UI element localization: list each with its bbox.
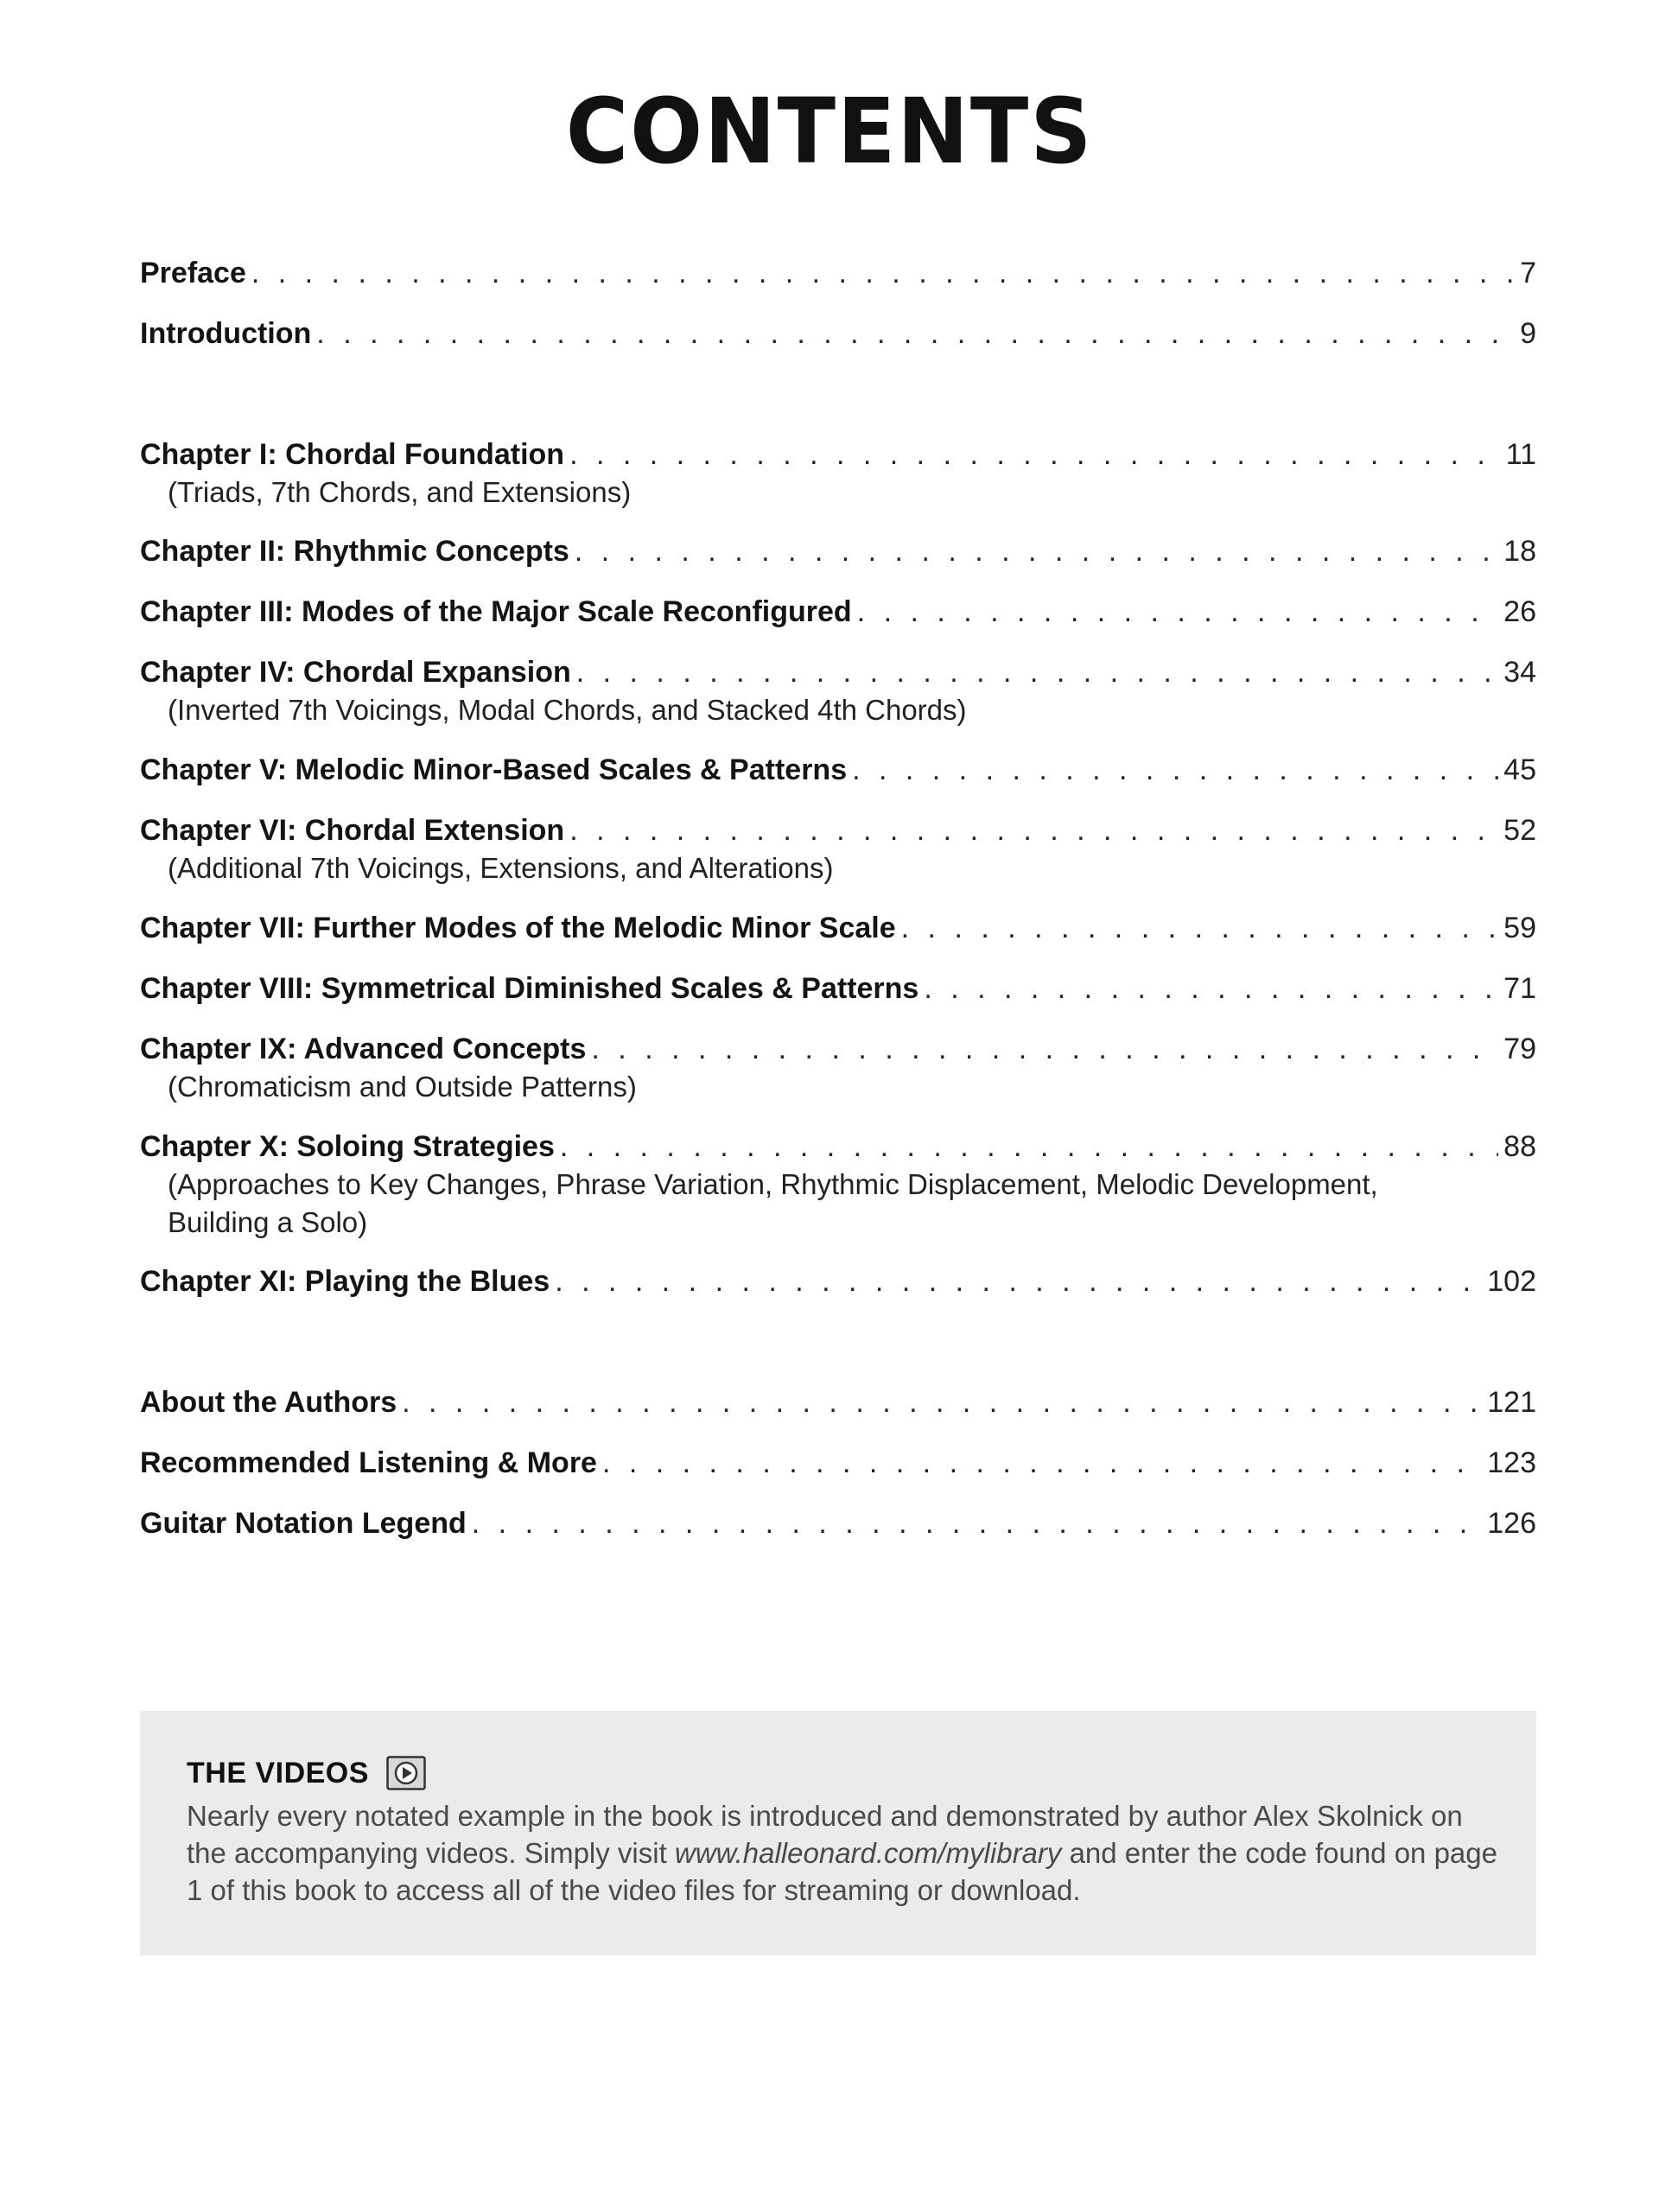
toc-entry-chapter-6[interactable] — [140, 811, 1536, 887]
toc-entry-title: Preface — [140, 257, 246, 289]
toc-entry-notation-legend[interactable] — [140, 1504, 1536, 1542]
toc-entry-page: 126 — [1487, 1507, 1536, 1540]
toc-entry-title: Chapter VIII: Symmetrical Diminished Scales & Patterns — [140, 972, 919, 1005]
videos-info-box — [140, 1711, 1536, 1955]
toc-entry-page: 71 — [1503, 972, 1536, 1005]
dot-leader — [575, 532, 1498, 570]
dot-leader — [472, 1504, 1482, 1542]
videos-heading-label: THE VIDEOS — [187, 1756, 369, 1789]
toc-entry-title: Chapter IV: Chordal Expansion — [140, 656, 571, 689]
toc-entry-chapter-11[interactable] — [140, 1262, 1536, 1300]
dot-leader — [402, 1383, 1482, 1421]
videos-description — [187, 1797, 1500, 1909]
toc-entry-recommended-listening[interactable] — [140, 1444, 1536, 1482]
toc-entry-chapter-2[interactable] — [140, 532, 1536, 570]
videos-text-before: Nearly every notated example in the book is introduced and demonstrated by author Alex Skolnick on the accompanying videos. Simply visit — [187, 1800, 1463, 1869]
dot-leader — [602, 1444, 1482, 1482]
dot-leader — [251, 254, 1515, 292]
dot-leader — [560, 1128, 1498, 1166]
toc-entry-title: Guitar Notation Legend — [140, 1507, 467, 1540]
toc-entry-title: Chapter IX: Advanced Concepts — [140, 1033, 587, 1065]
toc-entry-page: 52 — [1503, 814, 1536, 847]
dot-leader — [569, 435, 1501, 474]
toc-entry-chapter-9[interactable] — [140, 1030, 1536, 1106]
dot-leader — [924, 969, 1498, 1007]
toc-entry-subtitle: (Inverted 7th Voicings, Modal Chords, and Stacked 4th Chords) — [168, 694, 967, 726]
toc-entry-subtitle: (Chromaticism and Outside Patterns) — [168, 1071, 637, 1103]
toc-entry-page: 88 — [1503, 1130, 1536, 1163]
toc-entry-subtitle: (Approaches to Key Changes, Phrase Variation, Rhythmic Displacement, Melodic Development, — [168, 1168, 1378, 1200]
toc-entry-subtitle: Building a Solo) — [168, 1206, 368, 1238]
toc-entry-title: Chapter X: Soloing Strategies — [140, 1130, 555, 1163]
dot-leader — [901, 909, 1499, 947]
toc-entry-chapter-10[interactable] — [140, 1128, 1536, 1242]
dot-leader — [852, 751, 1498, 789]
toc-entry-page: 59 — [1503, 912, 1536, 944]
toc-entry-title: Introduction — [140, 317, 312, 350]
toc-entry-page: 9 — [1520, 317, 1536, 350]
toc-entry-title: Recommended Listening & More — [140, 1446, 597, 1479]
videos-heading — [187, 1756, 426, 1790]
toc-entry-title: Chapter I: Chordal Foundation — [140, 438, 565, 471]
toc-entry-subtitle: (Triads, 7th Chords, and Extensions) — [168, 476, 632, 508]
toc-entry-chapter-8[interactable] — [140, 969, 1536, 1007]
toc-entry-page: 26 — [1503, 595, 1536, 628]
toc-entry-chapter-4[interactable] — [140, 653, 1536, 729]
toc-entry-page: 7 — [1520, 257, 1536, 289]
toc-entry-title: Chapter II: Rhythmic Concepts — [140, 535, 569, 568]
library-link[interactable]: www.halleonard.com/mylibrary — [674, 1837, 1062, 1869]
toc-entry-chapter-5[interactable] — [140, 751, 1536, 789]
toc-entry-preface[interactable] — [140, 254, 1536, 292]
toc-entry-title: Chapter VII: Further Modes of the Melodic Minor Scale — [140, 912, 896, 944]
dot-leader — [576, 653, 1498, 691]
dot-leader — [857, 593, 1499, 631]
dot-leader — [569, 811, 1498, 849]
toc-entry-page: 18 — [1503, 535, 1536, 568]
videos-text-after: and enter the code found on page 1 of this book to access all of the video files for streaming or download. — [187, 1837, 1497, 1906]
dot-leader — [591, 1030, 1498, 1068]
toc-entry-chapter-7[interactable] — [140, 909, 1536, 947]
toc-entry-page: 121 — [1487, 1386, 1536, 1419]
toc-entry-page: 45 — [1503, 753, 1536, 786]
play-icon — [386, 1756, 426, 1790]
toc-entry-title: Chapter V: Melodic Minor-Based Scales & Patterns — [140, 753, 848, 786]
toc-entry-page: 102 — [1487, 1265, 1536, 1298]
toc-entry-page: 79 — [1503, 1033, 1536, 1065]
toc-entry-title: About the Authors — [140, 1386, 397, 1419]
toc-entry-chapter-1[interactable] — [140, 435, 1536, 512]
toc-entry-page: 11 — [1505, 438, 1536, 471]
toc-entry-title: Chapter VI: Chordal Extension — [140, 814, 565, 847]
dot-leader — [316, 315, 1515, 353]
page-title: CONTENTS — [565, 79, 1094, 184]
toc-entry-chapter-3[interactable] — [140, 593, 1536, 631]
toc-entry-title: Chapter XI: Playing the Blues — [140, 1265, 550, 1298]
toc-entry-title: Chapter III: Modes of the Major Scale Reconfigured — [140, 595, 852, 628]
toc-entry-page: 123 — [1487, 1446, 1536, 1479]
dot-leader — [555, 1262, 1482, 1300]
toc-entry-page: 34 — [1503, 656, 1536, 689]
toc-entry-about-authors[interactable] — [140, 1383, 1536, 1421]
toc-entry-introduction[interactable] — [140, 315, 1536, 353]
toc-entry-subtitle: (Additional 7th Voicings, Extensions, and Alterations) — [168, 852, 834, 884]
